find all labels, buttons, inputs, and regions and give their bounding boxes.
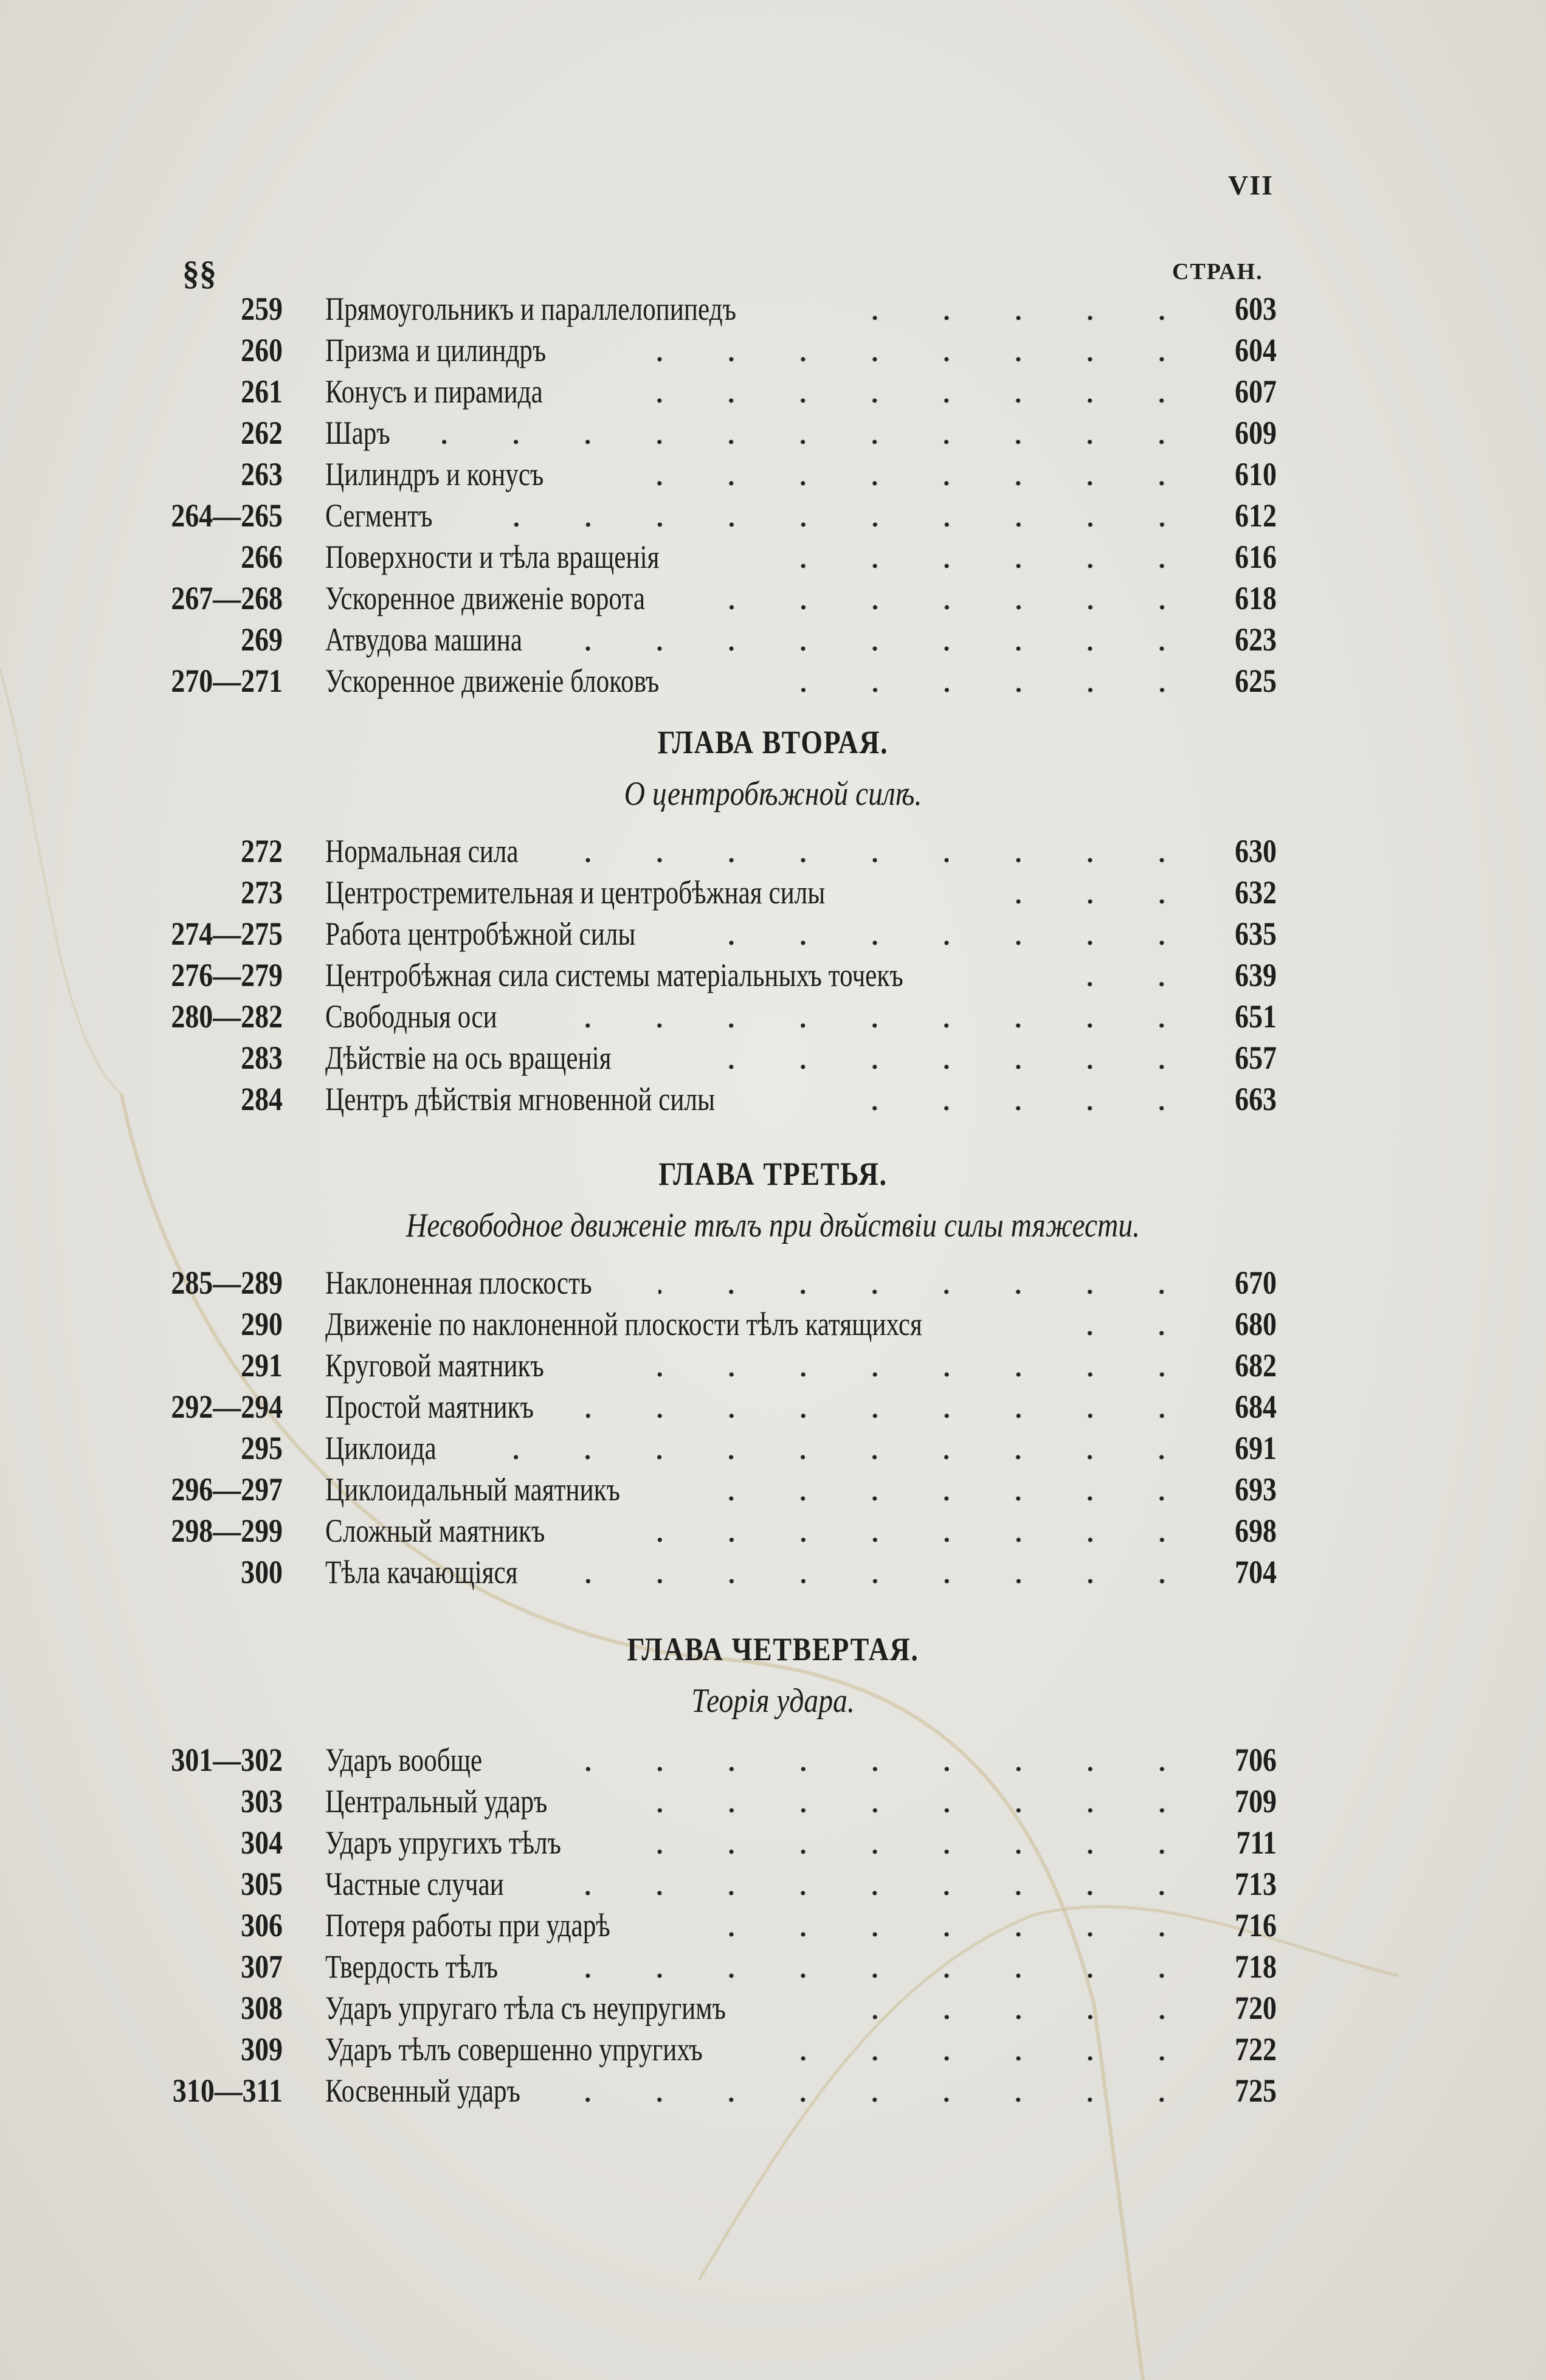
toc-entry [122,329,1277,371]
section-number: 269 [241,621,283,658]
section-number: 310—311 [172,2072,283,2109]
pages-column-header: СТРАН. [1172,259,1263,285]
page-reference: 623 [1235,621,1277,658]
entry-title: Движеніе по наклоненной плоскости тѣлъ катящихся [325,1306,922,1342]
page-reference: 722 [1235,2031,1277,2068]
toc-entry [122,1262,1277,1303]
section-number: 292—294 [171,1388,283,1425]
dot-leader [826,2014,1198,2020]
dot-leader [548,1890,1198,1896]
dot-leader [839,315,1198,321]
page-reference: 725 [1235,2072,1277,2109]
toc-section [122,1262,1277,1593]
page-reference: 612 [1235,497,1277,534]
entry-title: Круговой маятникъ [325,1347,544,1384]
toc-entry [122,913,1277,954]
entry-title: Циклоидальный маятникъ [325,1471,620,1508]
toc-entry [122,1427,1277,1469]
section-number: 266 [241,539,283,575]
page-reference: 720 [1235,1990,1277,2026]
page-reference: 670 [1235,1264,1277,1301]
entry-title: Ударъ тѣлъ совершенно упругихъ [325,2031,703,2068]
section-number: 300 [241,1554,283,1590]
section-number: 261 [241,373,283,410]
dot-leader [540,1023,1198,1029]
toc-entry [122,996,1277,1037]
sections-column-header: §§ [182,255,216,292]
dot-leader [567,857,1198,863]
entry-title: Цилиндръ и конусъ [325,456,544,492]
toc-entry [122,1510,1277,1551]
page-reference: 609 [1235,415,1277,451]
page-reference: 693 [1235,1471,1277,1508]
dot-leader [694,1495,1198,1502]
section-number: 260 [241,332,283,368]
page-reference: 682 [1235,1347,1277,1384]
section-number: 304 [241,1824,283,1861]
section-number: 307 [241,1948,283,1985]
page-reference: 663 [1235,1081,1277,1117]
page-reference: 632 [1235,874,1277,911]
entry-title: Центробѣжная сила системы матеріальныхъ точекъ [325,957,903,993]
dot-leader [406,439,1198,445]
section-number: 296—297 [171,1471,283,1508]
toc-section [122,1739,1277,2111]
section-number: 309 [241,2031,283,2068]
section-number: 283 [241,1040,283,1076]
entry-title: Ускоренное движеніе блоковъ [325,663,660,699]
dot-leader [1047,981,1198,987]
page-reference: 657 [1235,1040,1277,1076]
toc-entry [122,1905,1277,1946]
page-reference: 604 [1235,332,1277,368]
toc-section [122,830,1277,1120]
section-number: 306 [241,1907,283,1944]
dot-leader [541,1973,1198,1979]
dot-leader [683,1064,1198,1070]
toc-entry [122,1037,1277,1078]
dot-leader [601,356,1198,362]
chapter-heading-block [0,1630,1546,1720]
section-number: 308 [241,1990,283,2026]
toc-entry [122,1822,1277,1863]
entry-title: Тѣла качающіяся [325,1554,518,1590]
entry-title: Ударъ вообще [325,1742,483,1778]
entry-title: Наклоненная плоскость [325,1264,592,1301]
entry-title: Ударъ упругихъ тѣлъ [325,1824,561,1861]
dot-leader [743,687,1198,693]
dot-leader [598,480,1198,486]
dot-leader [603,1807,1198,1813]
dot-leader [599,1371,1198,1378]
section-number: 295 [241,1430,283,1466]
dot-leader [600,1537,1198,1543]
toc-entry [122,412,1277,454]
page-reference: 635 [1235,916,1277,952]
toc-entry [122,2029,1277,2070]
page-reference: 625 [1235,663,1277,699]
entry-title: Косвенный ударъ [325,2072,520,2109]
section-number: 285—289 [171,1264,283,1301]
section-number: 291 [241,1347,283,1384]
page-reference: 618 [1235,580,1277,616]
dot-leader [571,646,1198,652]
toc-section [122,288,1277,702]
page-reference: 706 [1235,1742,1277,1778]
chapter-heading-block [0,723,1546,813]
section-number: 273 [241,874,283,911]
toc-entry [122,1386,1277,1427]
entry-title: Ударъ упругаго тѣла съ неупругимъ [325,1990,726,2026]
page-reference: 718 [1235,1948,1277,1985]
dot-leader [812,1105,1198,1111]
section-number: 290 [241,1306,283,1342]
dot-leader [620,1849,1198,1855]
page-number: VII [1228,170,1274,201]
page-reference: 680 [1235,1306,1277,1342]
page-reference: 616 [1235,539,1277,575]
chapter-subtitle: Несвободное движеніе тѣлъ при дѣйствіи силы тяжести. [405,1207,1141,1244]
page-reference: 698 [1235,1513,1277,1549]
dot-leader [522,1766,1198,1772]
toc-entry [122,619,1277,660]
dot-leader [950,899,1198,905]
toc-entry [122,1551,1277,1593]
page-reference: 711 [1236,1824,1277,1861]
toc-entry [122,954,1277,996]
page-reference: 610 [1235,456,1277,492]
page-reference: 709 [1235,1783,1277,1819]
toc-entry [122,830,1277,872]
section-number: 284 [241,1081,283,1117]
section-number: 301—302 [171,1742,283,1778]
toc-entry [122,495,1277,536]
section-number: 303 [241,1783,283,1819]
page-reference: 713 [1235,1866,1277,1902]
chapter-heading: ГЛАВА ТРЕТЬЯ. [658,1156,888,1192]
dot-leader [743,563,1198,569]
dot-leader [586,1413,1198,1419]
entry-title: Работа центробѣжной силы [325,916,636,952]
entry-title: Свободныя оси [325,998,497,1035]
entry-title: Твердость тѣлъ [325,1948,499,1985]
page-reference: 639 [1235,957,1277,993]
section-number: 298—299 [171,1513,283,1549]
dot-leader [713,940,1198,946]
section-number: 267—268 [171,580,283,616]
dot-leader [797,2055,1198,2061]
entry-title: Нормальная сила [325,833,519,869]
dot-leader [464,1454,1198,1460]
toc-entry [122,288,1277,329]
section-number: 276—279 [171,957,283,993]
entry-title: Циклоида [325,1430,437,1466]
dot-leader [597,398,1198,404]
page-reference: 651 [1235,998,1277,1035]
toc-entry [122,1303,1277,1345]
entry-title: Центростремительная и центробѣжная силы [325,874,826,911]
toc-entry [122,1987,1277,2029]
entry-title: Призма и цилиндръ [325,332,547,368]
entry-title: Шаръ [325,415,390,451]
section-number: 259 [241,291,283,327]
entry-title: Конусъ и пирамида [325,373,543,410]
dot-leader [460,522,1198,528]
toc-entry [122,1345,1277,1386]
page-reference: 704 [1235,1554,1277,1590]
toc-entry [122,1739,1277,1781]
section-number: 270—271 [171,663,283,699]
dot-leader [569,2097,1198,2103]
chapter-heading: ГЛАВА ВТОРАЯ. [657,724,889,761]
chapter-subtitle: О центробѣжной силѣ. [624,775,922,813]
entry-title: Сегментъ [325,497,433,534]
section-number: 274—275 [171,916,283,952]
toc-entry [122,2070,1277,2111]
chapter-heading: ГЛАВА ЧЕТВЕРТАЯ. [627,1631,919,1668]
section-number: 263 [241,456,283,492]
entry-title: Сложный маятникъ [325,1513,545,1549]
toc-entry [122,872,1277,913]
dot-leader [566,1578,1198,1584]
entry-title: Дѣйствіе на ось вращенія [325,1040,612,1076]
section-number: 264—265 [171,497,283,534]
toc-entry [122,536,1277,578]
entry-title: Атвудова машина [325,621,522,658]
toc-entry [122,578,1277,619]
page-reference: 630 [1235,833,1277,869]
dot-leader [1071,1330,1198,1336]
toc-entry [122,1469,1277,1510]
toc-entry [122,1863,1277,1905]
page-reference: 716 [1235,1907,1277,1944]
dot-leader [682,1931,1198,1937]
page-reference: 691 [1235,1430,1277,1466]
page-reference: 607 [1235,373,1277,410]
entry-title: Центральный ударъ [325,1783,548,1819]
toc-entry [122,371,1277,412]
page-reference: 684 [1235,1388,1277,1425]
entry-title: Центръ дѣйствія мгновенной силы [325,1081,716,1117]
page-reference: 603 [1235,291,1277,327]
toc-entry [122,1781,1277,1822]
section-number: 262 [241,415,283,451]
chapter-subtitle: Теорія удара. [691,1682,855,1720]
toc-entry [122,1078,1277,1120]
section-number: 305 [241,1866,283,1902]
entry-title: Поверхности и тѣла вращенія [325,539,660,575]
toc-entry [122,1946,1277,1987]
entry-title: Частные случаи [325,1866,504,1902]
entry-title: Потеря работы при ударѣ [325,1907,610,1944]
dot-leader [725,604,1198,610]
section-number: 280—282 [171,998,283,1035]
entry-title: Простой маятникъ [325,1388,534,1425]
section-number: 272 [241,833,283,869]
toc-entry [122,454,1277,495]
entry-title: Прямоугольникъ и параллелопипедъ [325,291,736,327]
entry-title: Ускоренное движеніе ворота [325,580,646,616]
dot-leader [658,1289,1198,1295]
toc-entry [122,660,1277,702]
chapter-heading-block [0,1155,1546,1245]
